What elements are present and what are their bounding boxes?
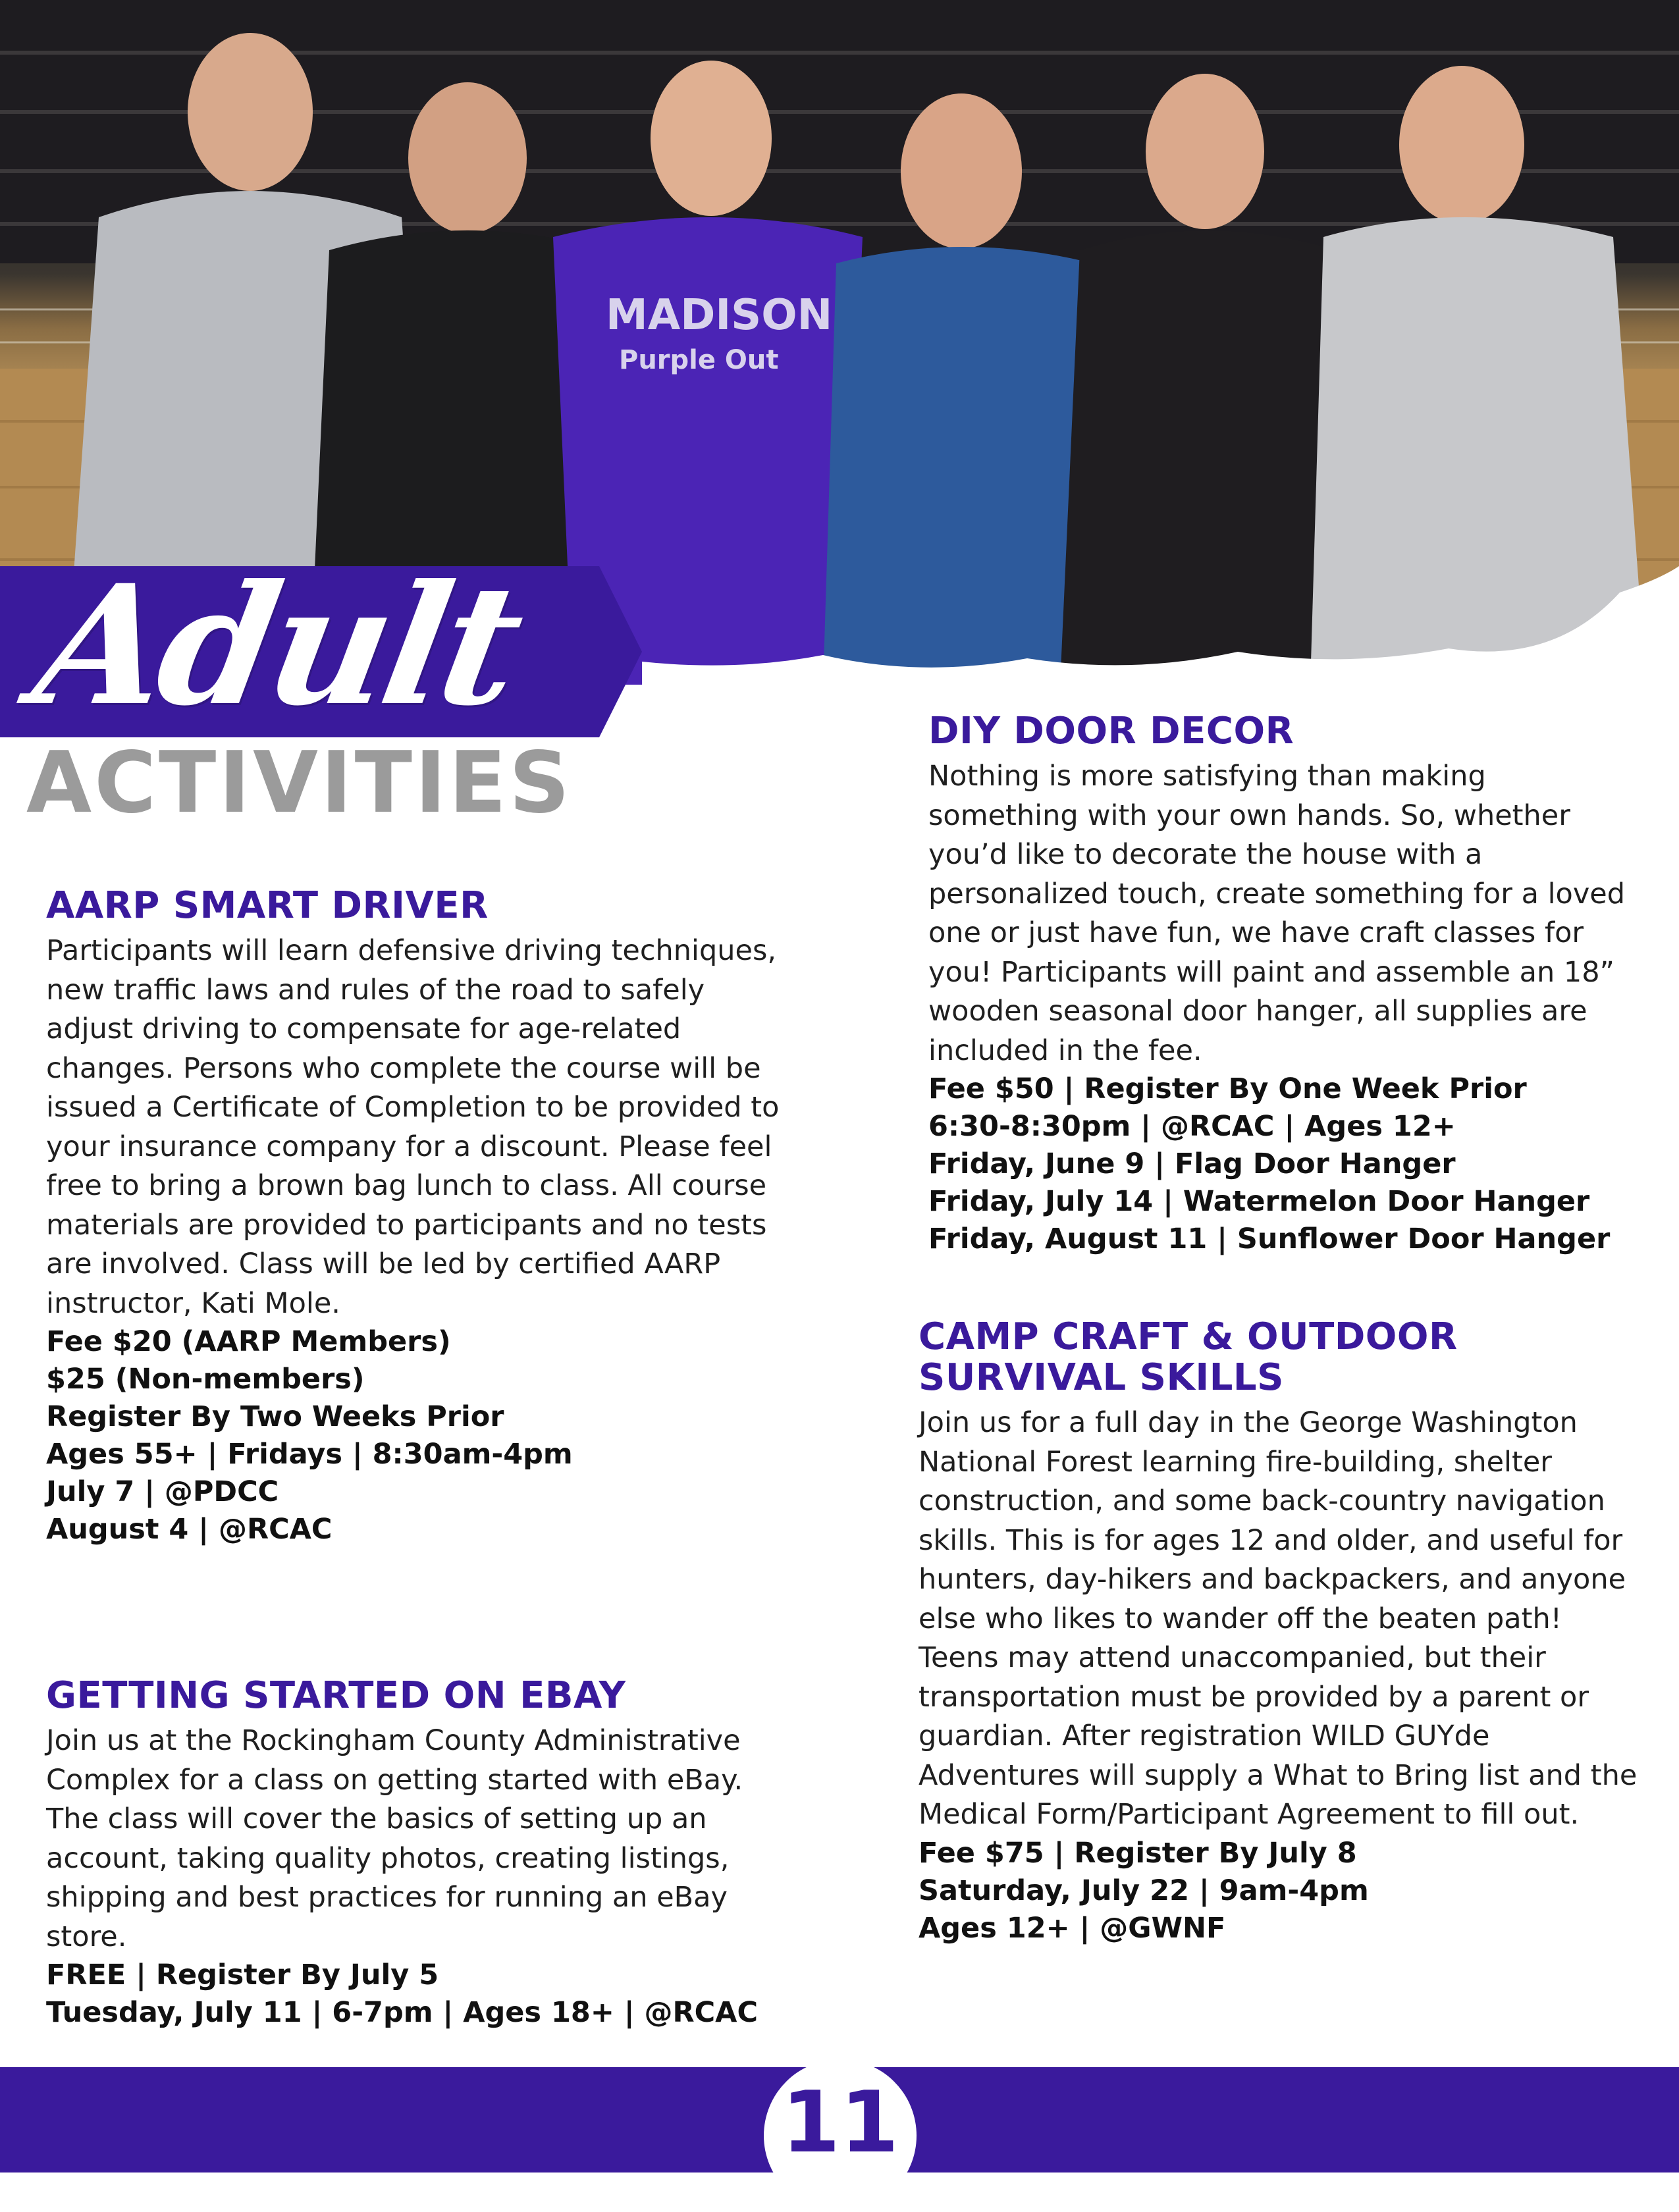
detail-line: Saturday, July 22 | 9am-4pm — [919, 1874, 1369, 1907]
section-description: Join us at the Rockingham County Administrative Complex for a class on getting started with eBay. The class will cover the basics of setting up an account, taking quality photos, creating listings, shipping and best practices for running an eBay store. — [46, 1724, 743, 1953]
detail-line: Fee $75 | Register By July 8 — [919, 1836, 1357, 1870]
detail-line: Friday, June 9 | Flag Door Hanger — [928, 1147, 1456, 1180]
section-heading-line1: CAMP CRAFT & OUTDOOR — [919, 1315, 1458, 1358]
section-details — [928, 1070, 1639, 1258]
section-description: Join us for a full day in the George Washington National Forest learning fire-building, shelter construction, and some back-country navigation skills. This is for ages 12 and older, and useful for hunters, day-hikers and backpackers, and anyone else who likes to wander off the beaten path! Teens may attend unaccompanied, but their transportation must be provided by a parent or guardian. After registration WILD GUYde Adventures will supply a What to Bring list and the Medical Form/Participant Agreement to fill out. — [919, 1406, 1638, 1831]
detail-line: Ages 12+ | @GWNF — [919, 1911, 1226, 1945]
detail-line: Register By Two Weeks Prior — [46, 1400, 504, 1433]
section-heading: GETTING STARTED ON EBAY — [46, 1674, 626, 1717]
section-diy-door-decor — [928, 711, 1639, 1258]
page-number: 11 — [781, 2074, 899, 2172]
detail-line: July 7 | @PDCC — [46, 1475, 279, 1508]
section-details — [46, 1323, 790, 1548]
detail-line: Tuesday, July 11 | 6-7pm | Ages 18+ | @RCAC — [46, 1996, 759, 2029]
title-activities: ACTIVITIES — [26, 734, 573, 832]
section-description: Participants will learn defensive driving techniques, new traffic laws and rules of the road to safely adjust driving to compensate for age-related changes. Persons who complete the course will be issued a Certificate of Completion to be provided to your insurance company for a discount. Please feel free to bring a brown bag lunch to class. All course materials are provided to participants and no tests are involved. Class will be led by certified AARP instructor, Kati Mole. — [46, 934, 780, 1320]
section-aarp-smart-driver — [46, 885, 790, 1548]
section-details — [46, 1957, 790, 2032]
shirt-text-line1: MADISON — [606, 291, 833, 340]
detail-line: Fee $20 (AARP Members) — [46, 1325, 451, 1358]
shirt-text-line2: Purple Out — [619, 345, 779, 375]
section-details — [919, 1835, 1649, 1947]
section-heading: AARP SMART DRIVER — [46, 884, 489, 927]
section-heading: DIY DOOR DECOR — [928, 710, 1294, 752]
title-script-adult: Adult — [22, 548, 531, 742]
detail-line: Friday, August 11 | Sunflower Door Hanger — [928, 1223, 1611, 1255]
section-camp-craft-outdoor-survival — [919, 1317, 1649, 1947]
section-getting-started-on-ebay — [46, 1675, 790, 2032]
detail-line: $25 (Non-members) — [46, 1363, 365, 1396]
detail-line: 6:30-8:30pm | @RCAC | Ages 12+ — [928, 1110, 1456, 1143]
detail-line: Fee $50 | Register By One Week Prior — [928, 1072, 1527, 1105]
detail-line: FREE | Register By July 5 — [46, 1959, 439, 1991]
detail-line: Friday, July 14 | Watermelon Door Hanger — [928, 1185, 1590, 1218]
detail-line: August 4 | @RCAC — [46, 1513, 333, 1546]
section-description: Nothing is more satisfying than making something with your own hands. So, whether you’d like to decorate the house with a personalized touch, create something for a loved one or just have fun, we have craft classes for you! Participants will paint and assemble an 18” wooden seasonal door hanger, all supplies are included in the fee. — [928, 760, 1626, 1067]
detail-line: Ages 55+ | Fridays | 8:30am-4pm — [46, 1438, 573, 1471]
section-heading — [919, 1317, 1649, 1398]
section-heading-line2: SURVIVAL SKILLS — [919, 1356, 1284, 1399]
